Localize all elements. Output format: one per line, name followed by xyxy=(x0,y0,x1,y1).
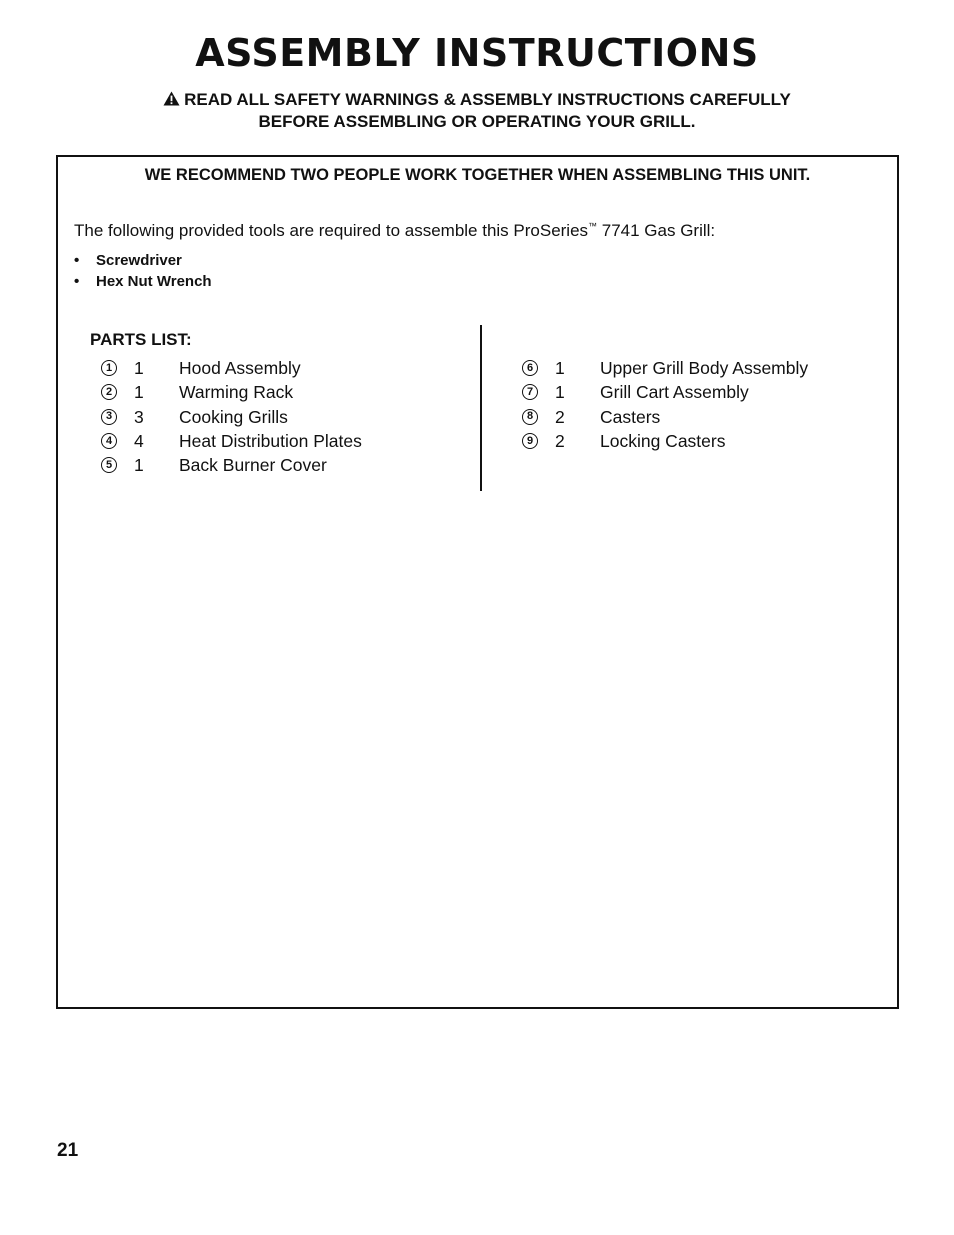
part-quantity: 1 xyxy=(134,382,144,403)
list-item xyxy=(101,356,362,380)
part-number-badge: 5 xyxy=(101,457,117,473)
trademark-symbol: ™ xyxy=(588,221,598,231)
column-divider xyxy=(480,325,482,491)
tool-name: Screwdriver xyxy=(96,252,182,269)
warning-line-2: BEFORE ASSEMBLING OR OPERATING YOUR GRILL. xyxy=(258,112,696,131)
warning-triangle-icon xyxy=(163,91,180,106)
tools-intro-text: The following provided tools are required to assemble this ProSeries xyxy=(74,221,589,240)
part-number-badge: 3 xyxy=(101,409,117,425)
list-item xyxy=(101,429,362,453)
part-number-badge: 6 xyxy=(522,360,538,376)
part-name: Locking Casters xyxy=(600,431,726,452)
warning-text-1: READ ALL SAFETY WARNINGS & ASSEMBLY INSTRUCTIONS CAREFULLY xyxy=(184,90,791,109)
part-name: Casters xyxy=(600,406,661,427)
part-name: Upper Grill Body Assembly xyxy=(600,358,809,379)
list-item xyxy=(522,429,808,453)
list-item xyxy=(522,380,808,404)
part-quantity: 1 xyxy=(555,358,565,379)
safety-warning xyxy=(0,89,954,133)
part-quantity: 3 xyxy=(134,406,144,427)
part-quantity: 1 xyxy=(134,358,144,379)
list-item xyxy=(101,405,362,429)
part-number-badge: 2 xyxy=(101,384,117,400)
part-quantity: 2 xyxy=(555,406,565,427)
part-number-badge: 4 xyxy=(101,433,117,449)
page-number: 21 xyxy=(57,1140,79,1161)
instructions-box xyxy=(56,155,899,1009)
parts-list-right xyxy=(522,356,808,453)
part-name: Warming Rack xyxy=(179,382,294,403)
parts-list-title: PARTS LIST: xyxy=(90,330,192,349)
part-number-badge: 1 xyxy=(101,360,117,376)
page-title: ASSEMBLY INSTRUCTIONS xyxy=(195,31,759,75)
part-number-badge: 8 xyxy=(522,409,538,425)
part-number-badge: 9 xyxy=(522,433,538,449)
tools-intro-model: 7741 Gas Grill: xyxy=(597,221,716,240)
part-name: Heat Distribution Plates xyxy=(179,431,362,452)
warning-line-1 xyxy=(0,89,954,111)
part-quantity: 4 xyxy=(134,431,144,452)
part-name: Back Burner Cover xyxy=(179,455,327,476)
bullet-icon: • xyxy=(74,252,80,269)
tools-intro xyxy=(74,215,715,242)
part-name: Cooking Grills xyxy=(179,406,288,427)
tools-list xyxy=(74,250,212,292)
part-number-badge: 7 xyxy=(522,384,538,400)
recommendation-text: WE RECOMMEND TWO PEOPLE WORK TOGETHER WHEN ASSEMBLING THIS UNIT. xyxy=(144,166,811,184)
part-name: Grill Cart Assembly xyxy=(600,382,749,403)
part-quantity: 1 xyxy=(555,382,565,403)
tool-name: Hex Nut Wrench xyxy=(96,273,212,290)
parts-list-left xyxy=(101,356,362,477)
list-item xyxy=(74,271,212,292)
list-item xyxy=(74,250,212,271)
part-quantity: 1 xyxy=(134,455,144,476)
part-name: Hood Assembly xyxy=(179,358,301,379)
list-item xyxy=(101,380,362,404)
bullet-icon: • xyxy=(74,273,80,290)
list-item xyxy=(522,356,808,380)
list-item xyxy=(101,453,362,477)
list-item xyxy=(522,405,808,429)
part-quantity: 2 xyxy=(555,431,565,452)
